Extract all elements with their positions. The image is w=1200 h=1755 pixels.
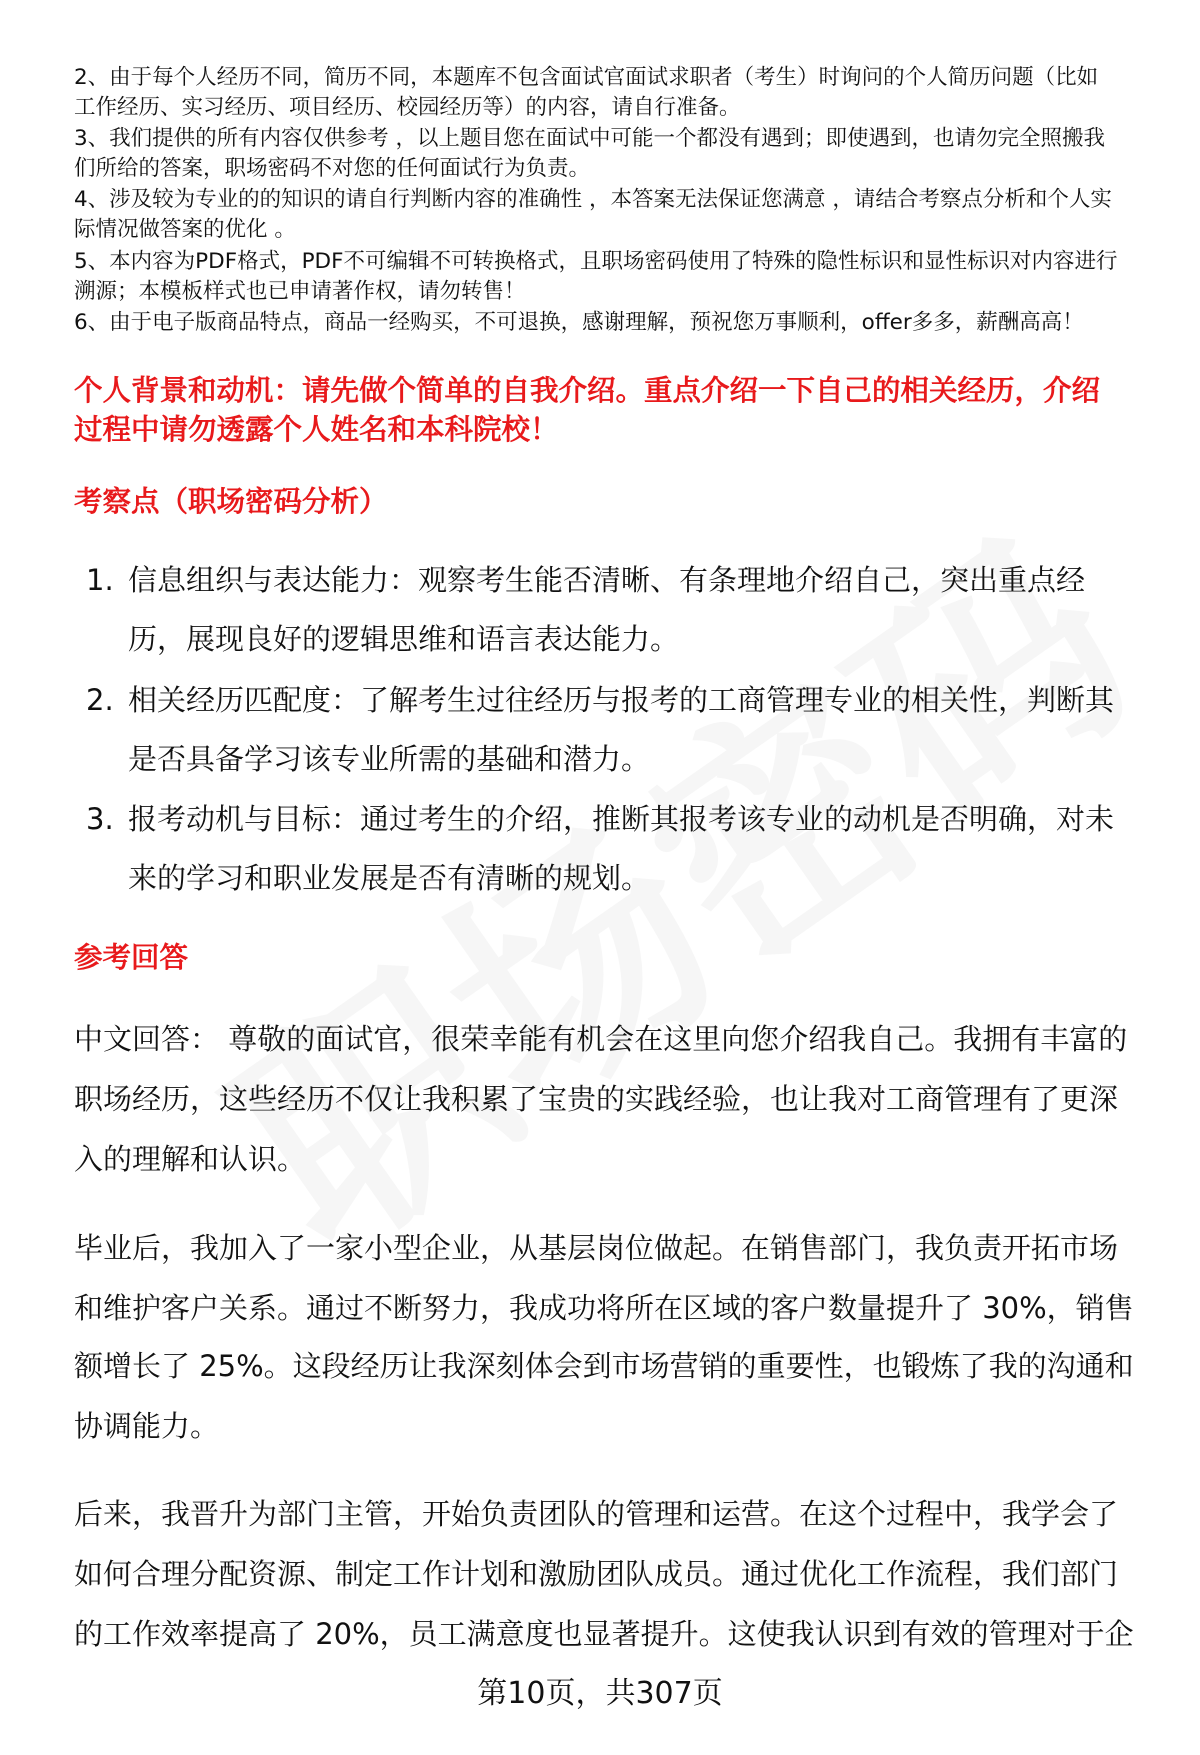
note-line: 4、涉及较为专业的的知识的请自行判断内容的准确性 ，本答案无法保证您满意 ，请结合考察点分析和个人实	[74, 187, 1112, 212]
list-item-line: 信息组织与表达能力：观察考生能否清晰、有条理地介绍自己，突出重点经	[128, 563, 1086, 597]
answer-heading: 参考回答	[74, 941, 189, 974]
note-line: 6、由于电子版商品特点，商品一经购买，不可退换，感谢理解，预祝您万事顺利，offer多多，薪酬高高！	[74, 310, 1084, 335]
list-number: 1.	[86, 563, 114, 597]
list-item-line: 来的学习和职业发展是否有清晰的规划。	[128, 861, 651, 895]
paragraph-line: 额增长了 25%。这段经历让我深刻体会到市场营销的重要性，也锻炼了我的沟通和	[74, 1349, 1134, 1383]
paragraph-line: 入的理解和认识。	[74, 1142, 307, 1176]
paragraph-line: 的工作效率提高了 20%，员工满意度也显著提升。这使我认识到有效的管理对于企	[74, 1617, 1134, 1651]
paragraph-line: 职场经历，这些经历不仅让我积累了宝贵的实践经验，也让我对工商管理有了更深	[74, 1082, 1119, 1116]
paragraph-line: 如何合理分配资源、制定工作计划和激励团队成员。通过优化工作流程，我们部门	[74, 1557, 1119, 1591]
page-number-footer: 第10页，共307页	[477, 1676, 723, 1711]
note-line: 们所给的答案，职场密码不对您的任何面试行为负责。	[74, 156, 591, 181]
list-number: 2.	[86, 683, 114, 717]
list-item-line: 是否具备学习该专业所需的基础和潜力。	[128, 742, 651, 776]
list-item-line: 相关经历匹配度：了解考生过往经历与报考的工商管理专业的相关性，判断其	[128, 683, 1115, 717]
note-line: 溯源；本模板样式也已申请著作权，请勿转售！	[74, 279, 526, 304]
list-item-line: 报考动机与目标：通过考生的介绍，推断其报考该专业的动机是否明确，对未	[128, 802, 1115, 836]
paragraph-line: 后来，我晋升为部门主管，开始负责团队的管理和运营。在这个过程中，我学会了	[74, 1497, 1119, 1531]
note-line: 3、我们提供的所有内容仅供参考 ，以上题目您在面试中可能一个都没有遇到；即使遇到，也请勿完全照搬我	[74, 126, 1106, 151]
paragraph-line: 毕业后，我加入了一家小型企业，从基层岗位做起。在销售部门，我负责开拓市场	[74, 1231, 1119, 1265]
list-item-line: 历，展现良好的逻辑思维和语言表达能力。	[128, 622, 680, 656]
note-line: 际情况做答案的优化 。	[74, 217, 296, 242]
paragraph-line: 协调能力。	[74, 1409, 220, 1443]
list-number: 3.	[86, 802, 114, 836]
note-line: 5、本内容为PDF格式，PDF不可编辑不可转换格式，且职场密码使用了特殊的隐性标识和显性标识对内容进行	[74, 249, 1118, 274]
note-line: 工作经历、实习经历、项目经历、校园经历等）的内容，请自行准备。	[74, 95, 741, 120]
note-line: 2、由于每个人经历不同，简历不同，本题库不包含面试官面试求职者（考生）时询问的个人简历问题（比如	[74, 65, 1099, 90]
paragraph-line: 和维护客户关系。通过不断努力，我成功将所在区域的客户数量提升了 30%，销售	[74, 1291, 1134, 1325]
paragraph-line: 中文回答： 尊敬的面试官，很荣幸能有机会在这里向您介绍我自己。我拥有丰富的	[74, 1022, 1128, 1056]
analysis-heading: 考察点（职场密码分析）	[74, 485, 388, 518]
question-line: 个人背景和动机：请先做个简单的自我介绍。重点介绍一下自己的相关经历，介绍	[74, 374, 1101, 407]
question-line: 过程中请勿透露个人姓名和本科院校！	[74, 413, 559, 446]
